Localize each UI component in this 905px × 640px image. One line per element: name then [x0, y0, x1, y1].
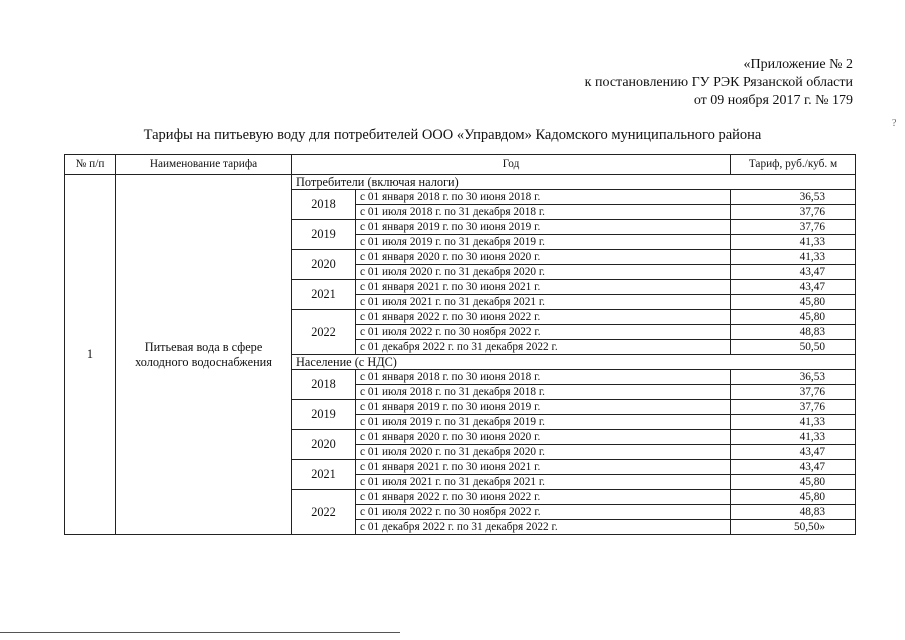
- year-cell: 2021: [292, 460, 356, 490]
- period-cell: с 01 декабря 2022 г. по 31 декабря 2022 г.: [356, 340, 731, 355]
- period-cell: с 01 января 2020 г. по 30 июня 2020 г.: [356, 430, 731, 445]
- tariff-value-cell: 36,53: [731, 190, 856, 205]
- resolution-reference: к постановлению ГУ РЭК Рязанской области: [584, 75, 853, 90]
- period-cell: с 01 июля 2022 г. по 30 ноября 2022 г.: [356, 505, 731, 520]
- column-header-name: Наименование тарифа: [116, 155, 292, 175]
- period-cell: с 01 июля 2022 г. по 30 ноября 2022 г.: [356, 325, 731, 340]
- column-header-tariff: Тариф, руб./куб. м: [731, 155, 856, 175]
- column-header-year: Год: [292, 155, 731, 175]
- year-cell: 2020: [292, 250, 356, 280]
- tariff-name: Питьевая вода в сфере холодного водоснабжения: [116, 175, 292, 535]
- table-header-row: [65, 155, 856, 175]
- year-cell: 2022: [292, 310, 356, 355]
- tariff-value-cell: 45,80: [731, 475, 856, 490]
- tariff-value-cell: 37,76: [731, 205, 856, 220]
- tariff-value-cell: 41,33: [731, 235, 856, 250]
- group-row: [65, 175, 856, 190]
- period-cell: с 01 июля 2019 г. по 31 декабря 2019 г.: [356, 415, 731, 430]
- tariff-value-cell: 48,83: [731, 325, 856, 340]
- year-cell: 2018: [292, 190, 356, 220]
- column-header-number: № п/п: [65, 155, 116, 175]
- tariff-value-cell: 45,80: [731, 310, 856, 325]
- year-cell: 2019: [292, 220, 356, 250]
- tariff-value-cell: 43,47: [731, 460, 856, 475]
- tariff-value-cell: 45,80: [731, 295, 856, 310]
- period-cell: с 01 января 2021 г. по 30 июня 2021 г.: [356, 280, 731, 295]
- tariff-value-cell: 41,33: [731, 250, 856, 265]
- tariff-table: [64, 154, 856, 535]
- period-cell: с 01 января 2022 г. по 30 июня 2022 г.: [356, 310, 731, 325]
- period-cell: с 01 июля 2020 г. по 31 декабря 2020 г.: [356, 445, 731, 460]
- tariff-value-cell: 41,33: [731, 415, 856, 430]
- tariff-value-cell: 43,47: [731, 280, 856, 295]
- period-cell: с 01 января 2018 г. по 30 июня 2018 г.: [356, 190, 731, 205]
- appendix-label: «Приложение № 2: [743, 57, 853, 72]
- tariff-value-cell: 41,33: [731, 430, 856, 445]
- year-cell: 2021: [292, 280, 356, 310]
- period-cell: с 01 июля 2018 г. по 31 декабря 2018 г.: [356, 205, 731, 220]
- resolution-date: от 09 ноября 2017 г. № 179: [693, 93, 853, 108]
- period-cell: с 01 июля 2021 г. по 31 декабря 2021 г.: [356, 295, 731, 310]
- year-cell: 2019: [292, 400, 356, 430]
- margin-mark: ?: [892, 118, 897, 129]
- tariff-value-cell: 43,47: [731, 265, 856, 280]
- period-cell: с 01 января 2020 г. по 30 июня 2020 г.: [356, 250, 731, 265]
- period-cell: с 01 января 2019 г. по 30 июня 2019 г.: [356, 400, 731, 415]
- consumer-group-label: Потребители (включая налоги): [292, 175, 856, 190]
- tariff-value-cell: 50,50: [731, 340, 856, 355]
- period-cell: с 01 января 2021 г. по 30 июня 2021 г.: [356, 460, 731, 475]
- period-cell: с 01 января 2019 г. по 30 июня 2019 г.: [356, 220, 731, 235]
- year-cell: 2020: [292, 430, 356, 460]
- year-cell: 2018: [292, 370, 356, 400]
- bottom-rule: [0, 632, 400, 633]
- period-cell: с 01 июля 2018 г. по 31 декабря 2018 г.: [356, 385, 731, 400]
- period-cell: с 01 января 2018 г. по 30 июня 2018 г.: [356, 370, 731, 385]
- tariff-value-cell: 48,83: [731, 505, 856, 520]
- period-cell: с 01 января 2022 г. по 30 июня 2022 г.: [356, 490, 731, 505]
- tariff-value-cell: 37,76: [731, 400, 856, 415]
- tariff-value-cell: 45,80: [731, 490, 856, 505]
- tariff-value-cell: 50,50»: [731, 520, 856, 535]
- period-cell: с 01 декабря 2022 г. по 31 декабря 2022 г.: [356, 520, 731, 535]
- year-cell: 2022: [292, 490, 356, 535]
- period-cell: с 01 июля 2021 г. по 31 декабря 2021 г.: [356, 475, 731, 490]
- tariff-value-cell: 43,47: [731, 445, 856, 460]
- tariff-value-cell: 36,53: [731, 370, 856, 385]
- consumer-group-label: Население (с НДС): [292, 355, 856, 370]
- row-number: 1: [65, 175, 116, 535]
- tariff-value-cell: 37,76: [731, 220, 856, 235]
- document-title: Тарифы на питьевую воду для потребителей ООО «Управдом» Кадомского муниципального района: [143, 127, 762, 143]
- tariff-value-cell: 37,76: [731, 385, 856, 400]
- period-cell: с 01 июля 2019 г. по 31 декабря 2019 г.: [356, 235, 731, 250]
- period-cell: с 01 июля 2020 г. по 31 декабря 2020 г.: [356, 265, 731, 280]
- document-header: [585, 56, 853, 110]
